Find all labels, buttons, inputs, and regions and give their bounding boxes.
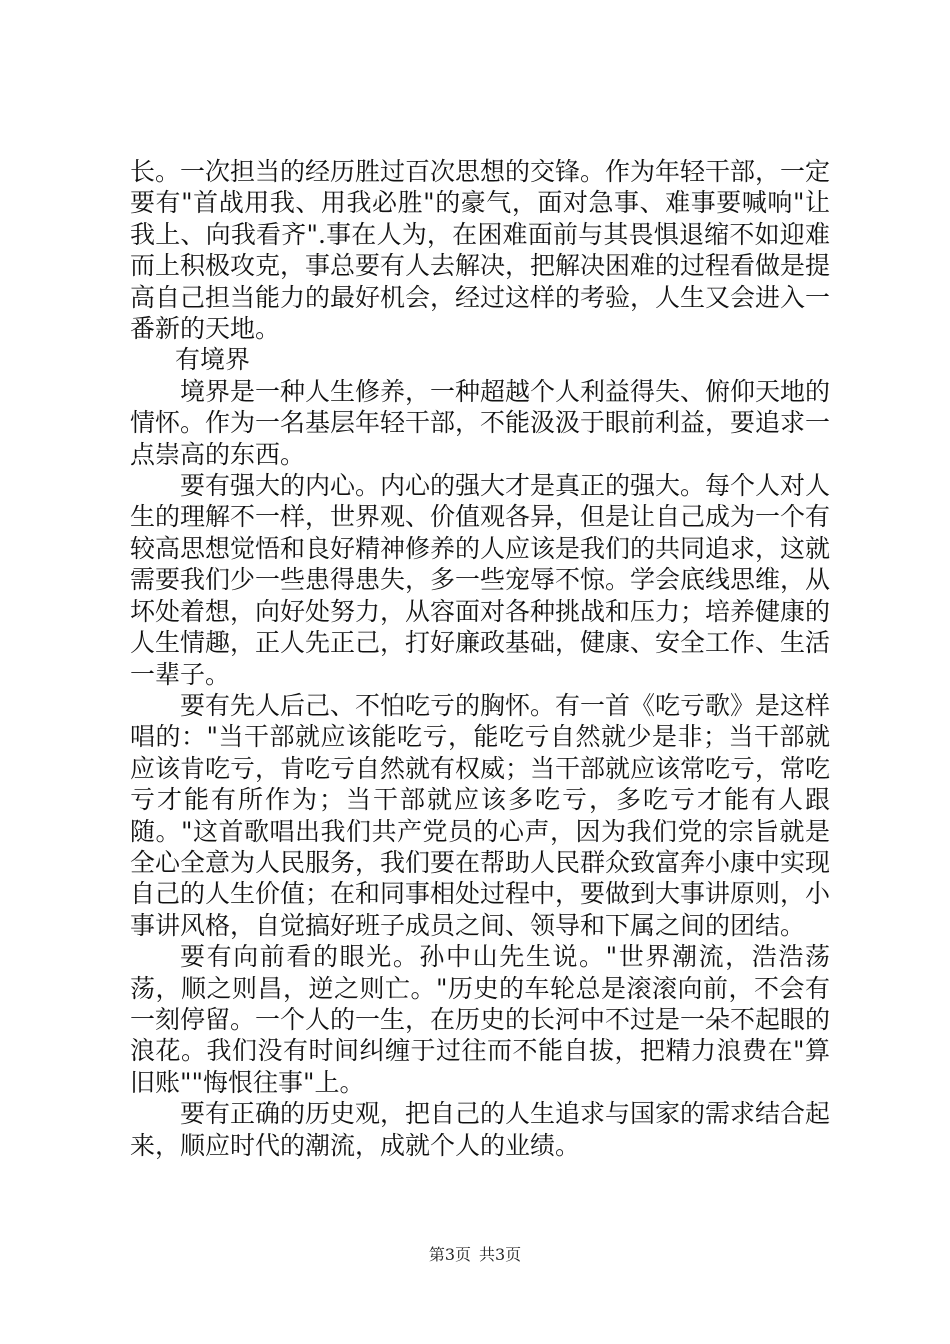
paragraph: 境界是一种人生修养，一种超越个人利益得失、俯仰天地的情怀。作为一名基层年轻干部，不能汲汲于眼前利益，要追求一点崇高的东西。 <box>130 376 831 469</box>
paragraph: 要有强大的内心。内心的强大才是真正的强大。每个人对人生的理解不一样，世界观、价值观各异，但是让自己成为一个有较高思想觉悟和良好精神修养的人应该是我们的共同追求，这就需要我们少一些患得患失，多一些宠辱不惊。学会底线思维，从坏处着想，向好处努力，从容面对各种挑战和压力；培养健康的人生情趣，正人先正己，打好廉政基础，健康、安全工作、生活一辈子。 <box>130 471 831 689</box>
page-footer <box>0 1245 950 1265</box>
paragraph: 要有正确的历史观，把自己的人生追求与国家的需求结合起来，顺应时代的潮流，成就个人的业绩。 <box>130 1099 831 1160</box>
section-heading: 有境界 <box>175 345 251 375</box>
paragraph: 要有先人后己、不怕吃亏的胸怀。有一首《吃亏歌》是这样唱的："当干部就应该能吃亏，能吃亏自然就少是非；当干部就应该肯吃亏，肯吃亏自然就有权威；当干部就应该常吃亏，常吃亏才能有所作为；当干部就应该多吃亏，多吃亏才能有人跟随。"这首歌唱出我们共产党员的心声，因为我们党的宗旨就是全心全意为人民服务，我们要在帮助人民群众致富奔小康中实现自己的人生价值；在和同事相处过程中，要做到大事讲原则，小事讲风格，自觉搞好班子成员之间、领导和下属之间的团结。 <box>130 690 831 940</box>
paragraph-continuation: 长。一次担当的经历胜过百次思想的交锋。作为年轻干部，一定要有"首战用我、用我必胜"的豪气，面对急事、难事要喊响"让我上、向我看齐".事在人为，在困难面前与其畏惧退缩不如迎难而上积极攻克，事总要有人去解决，把解决困难的过程看做是提高自己担当能力的最好机会，经过这样的考验，人生又会进入一番新的天地。 <box>130 157 831 344</box>
page-total: 共3页 <box>479 1245 522 1264</box>
document-body <box>130 156 830 1161</box>
page-number: 第3页 <box>428 1245 471 1264</box>
paragraph: 要有向前看的眼光。孙中山先生说。"世界潮流，浩浩荡荡，顺之则昌，逆之则亡。"历史的车轮总是滚滚向前，不会有一刻停留。一个人的一生，在历史的长河中不过是一朵不起眼的浪花。我们没有时间纠缠于过往而不能自拔，把精力浪费在"算旧账""悔恨往事"上。 <box>130 942 831 1097</box>
